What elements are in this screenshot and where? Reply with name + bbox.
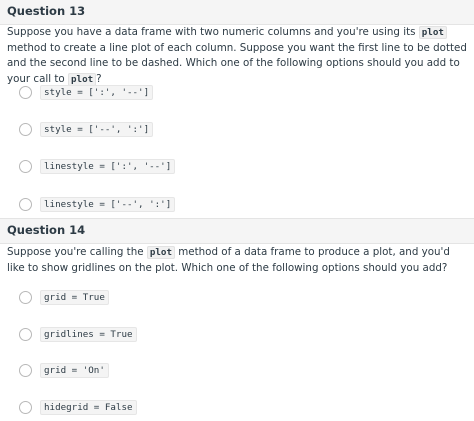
question-13-option-4[interactable] (19, 196, 175, 212)
question-13-text-part: ? (96, 72, 102, 85)
question-14-header (0, 218, 474, 244)
question-14-option-3[interactable] (19, 362, 109, 378)
radio-button[interactable] (19, 123, 32, 136)
question-13-title: Question 13 (7, 4, 86, 18)
question-14-option-1[interactable] (19, 289, 109, 305)
question-14-text-part: method of a data frame to produce a plot, and you'd like to show gridlines on the plot. Which one of the following options should you add? (7, 246, 450, 274)
question-14-text-part: Suppose you're calling the (7, 246, 147, 258)
radio-button[interactable] (19, 364, 32, 377)
radio-button[interactable] (19, 328, 32, 341)
question-13-text-part: Suppose you have a data frame with two numeric columns and you're using its (7, 26, 419, 38)
option-label: style = [':', '--'] (40, 85, 153, 100)
option-label: style = ['--', ':'] (40, 122, 153, 137)
question-13-option-3[interactable] (19, 158, 175, 174)
question-13-code-plot: plot (68, 73, 96, 86)
question-14-title: Question 14 (7, 223, 86, 237)
option-label: hidegrid = False (40, 400, 137, 415)
question-14-code-plot: plot (147, 246, 175, 259)
question-14-text (7, 245, 469, 276)
option-label: gridlines = True (40, 327, 137, 342)
radio-button[interactable] (19, 160, 32, 173)
radio-button[interactable] (19, 198, 32, 211)
option-label: linestyle = ['--', ':'] (40, 197, 175, 212)
question-13-text (7, 25, 469, 87)
option-label: grid = True (40, 290, 109, 305)
option-label: grid = 'On' (40, 363, 109, 378)
radio-button[interactable] (19, 401, 32, 414)
option-label: linestyle = [':', '--'] (40, 159, 175, 174)
radio-button[interactable] (19, 291, 32, 304)
question-13-code-plot: plot (419, 26, 447, 39)
question-14-option-4[interactable] (19, 399, 137, 415)
question-13-header (0, 0, 474, 25)
question-13-text-part: method to create a line plot of each column. Suppose you want the first line to be dotted and the second line to be dashed. Which one of the following options should you add to your call to (7, 41, 467, 85)
radio-button[interactable] (19, 86, 32, 99)
question-14-option-2[interactable] (19, 326, 137, 342)
question-13-option-1[interactable] (19, 84, 153, 100)
question-13-option-2[interactable] (19, 121, 153, 137)
